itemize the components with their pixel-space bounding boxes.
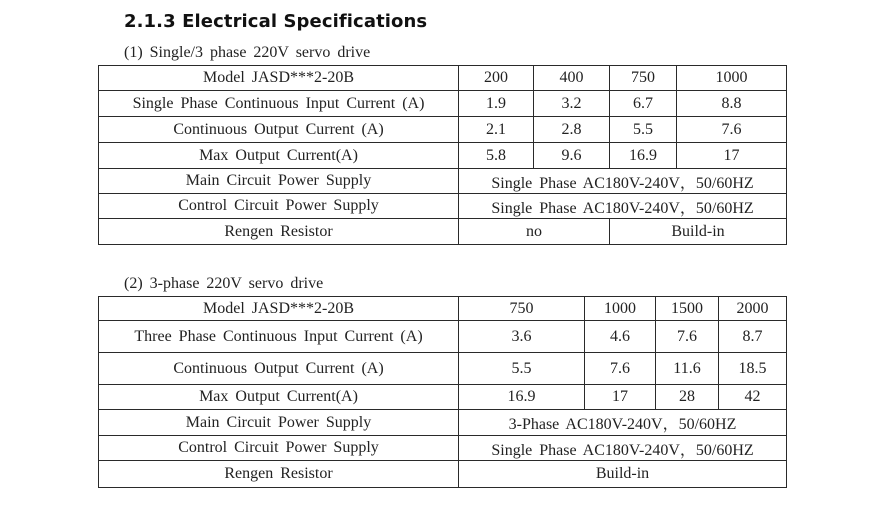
model-cell: 1500 <box>656 297 719 321</box>
value-cell: 5.5 <box>459 353 585 385</box>
table-row <box>99 297 787 321</box>
model-cell: 750 <box>459 297 585 321</box>
single-phase-spec-table <box>98 65 787 245</box>
model-label-cell: Model JASD***2-20B <box>99 297 459 321</box>
table-row <box>99 353 787 385</box>
model-cell: 200 <box>459 66 534 91</box>
table1-caption: (1) Single/3 phase 220V servo drive <box>124 44 371 61</box>
table-row <box>99 321 787 353</box>
value-cell: Build-in <box>610 219 787 245</box>
value-cell: 6.7 <box>610 91 677 117</box>
value-cell: 7.6 <box>585 353 656 385</box>
row-label-cell: Max Output Current(A) <box>99 385 459 410</box>
value-cell: 3.2 <box>534 91 610 117</box>
row-label-cell: Continuous Output Current (A) <box>99 353 459 385</box>
value-cell: 5.8 <box>459 143 534 169</box>
table-row <box>99 194 787 219</box>
row-label-cell: Control Circuit Power Supply <box>99 194 459 219</box>
section-heading: 2.1.3 Electrical Specifications <box>124 11 428 32</box>
table-row <box>99 91 787 117</box>
model-cell: 1000 <box>585 297 656 321</box>
value-cell: 4.6 <box>585 321 656 353</box>
table-row <box>99 143 787 169</box>
value-cell: 2.1 <box>459 117 534 143</box>
value-cell: 17 <box>677 143 787 169</box>
value-cell: 16.9 <box>459 385 585 410</box>
value-cell: 1.9 <box>459 91 534 117</box>
value-cell: 17 <box>585 385 656 410</box>
value-cell: 7.6 <box>656 321 719 353</box>
table-row <box>99 461 787 488</box>
value-cell: 16.9 <box>610 143 677 169</box>
value-cell: 28 <box>656 385 719 410</box>
row-label-cell: Single Phase Continuous Input Current (A) <box>99 91 459 117</box>
value-cell: 42 <box>719 385 787 410</box>
value-cell: 8.8 <box>677 91 787 117</box>
table-row <box>99 385 787 410</box>
table-row <box>99 436 787 461</box>
value-cell: 3-Phase AC180V-240V，50/60HZ <box>459 410 787 436</box>
value-cell: 11.6 <box>656 353 719 385</box>
model-cell: 2000 <box>719 297 787 321</box>
row-label-cell: Rengen Resistor <box>99 461 459 488</box>
row-label-cell: Max Output Current(A) <box>99 143 459 169</box>
table2-caption: (2) 3-phase 220V servo drive <box>124 275 324 292</box>
model-cell: 750 <box>610 66 677 91</box>
row-label-cell: Control Circuit Power Supply <box>99 436 459 461</box>
value-cell: 9.6 <box>534 143 610 169</box>
three-phase-spec-table <box>98 296 787 488</box>
value-cell: Single Phase AC180V-240V，50/60HZ <box>459 194 787 219</box>
value-cell: 2.8 <box>534 117 610 143</box>
value-cell: 8.7 <box>719 321 787 353</box>
model-cell: 1000 <box>677 66 787 91</box>
row-label-cell: Main Circuit Power Supply <box>99 169 459 194</box>
value-cell: Single Phase AC180V-240V，50/60HZ <box>459 169 787 194</box>
table-row <box>99 219 787 245</box>
table-row <box>99 169 787 194</box>
value-cell: no <box>459 219 610 245</box>
row-label-cell: Rengen Resistor <box>99 219 459 245</box>
value-cell: 18.5 <box>719 353 787 385</box>
table-row <box>99 117 787 143</box>
value-cell: Single Phase AC180V-240V，50/60HZ <box>459 436 787 461</box>
row-label-cell: Three Phase Continuous Input Current (A) <box>99 321 459 353</box>
table-row <box>99 66 787 91</box>
value-cell: Build-in <box>459 461 787 488</box>
value-cell: 3.6 <box>459 321 585 353</box>
value-cell: 7.6 <box>677 117 787 143</box>
table-row <box>99 410 787 436</box>
model-cell: 400 <box>534 66 610 91</box>
value-cell: 5.5 <box>610 117 677 143</box>
model-label-cell: Model JASD***2-20B <box>99 66 459 91</box>
row-label-cell: Continuous Output Current (A) <box>99 117 459 143</box>
row-label-cell: Main Circuit Power Supply <box>99 410 459 436</box>
